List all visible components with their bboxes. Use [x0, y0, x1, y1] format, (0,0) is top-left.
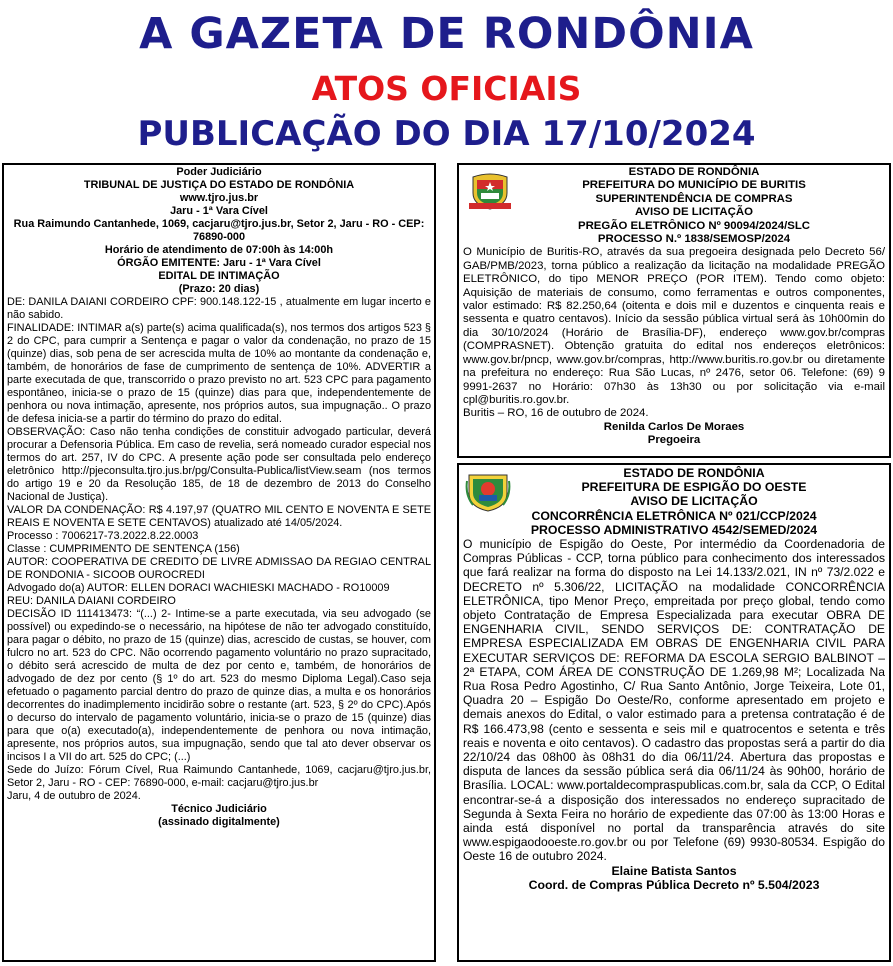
- tj-edital-box: [2, 163, 436, 962]
- buritis-signature-line: Pregoeira: [647, 434, 701, 447]
- espigao-header-line: PREFEITURA DE ESPIGÃO DO OESTE: [581, 480, 807, 495]
- espigao-header: [463, 466, 885, 537]
- buritis-notice-box: [457, 163, 891, 458]
- tj-paragraph: VALOR DA CONDENAÇÃO: R$ 4.197,97 (QUATRO MIL CENTO E NOVENTA E SETE REAIS E NOVENTA E SETE CENTAVOS) atualizado até 14/05/2024.: [7, 504, 431, 529]
- buritis-header-line: PREGÃO ELETRÔNICO Nº 90094/2024/SLC: [577, 219, 811, 232]
- buritis-body: [463, 246, 885, 420]
- tj-paragraph: REU: DANILA DAIANI CORDEIRO: [7, 595, 176, 607]
- espigao-coat-of-arms-icon: [465, 473, 511, 513]
- espigao-header-line: ESTADO DE RONDÔNIA: [623, 466, 765, 480]
- buritis-header-line: PROCESSO N.º 1838/SEMOSP/2024: [597, 233, 791, 246]
- tj-header-line: ÓRGÃO EMITENTE: Jaru - 1ª Vara Cível: [117, 257, 321, 269]
- tj-body: [7, 296, 431, 803]
- tj-header-line: Horário de atendimento de 07:00h às 14:00h: [104, 244, 334, 256]
- newspaper-title: A GAZETA DE RONDÔNIA: [139, 9, 754, 59]
- tj-header-line: TRIBUNAL DE JUSTIÇA DO ESTADO DE RONDÔNIA: [83, 179, 355, 191]
- espigao-signature-line: Coord. de Compras Pública Decreto nº 5.504/2023: [528, 877, 820, 892]
- buritis-paragraph: O Município de Buritis-RO, através da sua pregoeira designada pelo Decreto 56/ GAB/PMB/2023, torna público a realização da licitação na modalidade PREGÃO ELETRÔNICO, do tipo MENOR PREÇO (POR ITEM). Tendo como objeto: Aquisição de materiais de consumo, como ferramentas e outros componentes, valor estimado: R$ 82.250,64 (oitenta e dois mil e duzentos e cinquenta reais e sessenta e quatro centavos). Início da sessão pública virtual será às 10h00min do dia 30/10/2024 (Horário de Brasília-DF), endereço www.gov.br/compras (COMPRASNET). Obtenção gratuita do edital nos endereços eletrônicos: www.gov.br/pncp, www.gov.br/compras, http://www.buritis.ro.gov.br ou diretamente na prefeitura no endereço: Rua São Lucas, nº 2476, setor 06. Telefone: (69) 9 9991-2637 no Horário: 07h30 às 13h30 ou por solicitação via e-mail cpl@buritis.ro.gov.br.: [463, 246, 885, 406]
- buritis-signature: [463, 421, 885, 448]
- tj-paragraph: FINALIDADE: INTIMAR a(s) parte(s) acima qualificada(s), nos termos dos artigos 523 § 2 do CPC, para cumprir a Sentença e pagar o valor da condenação, no prazo de 15 (quinze) dias, sob pena de ser acrescida multa de 10% ao montante da condenação e, também, de honorários de fase de cumprimento de sentença de 10%. ADVERTIR a parte executada de que, transcorrido o prazo previsto no art. 523 CPC para pagamento espontâneo, inicia-se o prazo de 15 (quinze) dias para que, independentemente de penhora ou nova intimação, apresente, nos próprios autos, sua impugnação.. O prazo de defesa inicia-se a partir do término do prazo do edital.: [7, 322, 431, 425]
- tj-paragraph: Classe : CUMPRIMENTO DE SENTENÇA (156): [7, 543, 240, 555]
- buritis-header-line: PREFEITURA DO MUNICÍPIO DE BURITIS: [582, 179, 806, 192]
- tj-paragraph: DE: DANILA DAIANI CORDEIRO CPF: 900.148.122-15 , atualmente em lugar incerto e não sabido.: [7, 296, 431, 321]
- espigao-header-line: CONCORRÊNCIA ELETRÔNICA Nº 021/CCP/2024: [531, 508, 817, 523]
- tj-signature: [7, 803, 431, 829]
- tj-header-line: (Prazo: 20 dias): [178, 283, 260, 295]
- espigao-signature: [463, 864, 885, 892]
- espigao-notice-box: [457, 463, 891, 962]
- espigao-header-line: AVISO DE LICITAÇÃO: [630, 494, 758, 509]
- buritis-header-line: AVISO DE LICITAÇÃO: [635, 206, 753, 219]
- publication-date: PUBLICAÇÃO DO DIA 17/10/2024: [137, 114, 756, 154]
- tj-paragraph: Sede do Juízo: Fórum Cível, Rua Raimundo Cantanhede, 1069, cacjaru@tjro.jus.br, Setor 2, Jaru - RO - CEP: 76890-000, e-mail: cacjaru@tjro.jus.br: [7, 764, 431, 789]
- espigao-body: [463, 537, 885, 864]
- tj-paragraph: Jaru, 4 de outubro de 2024.: [7, 790, 141, 802]
- tj-paragraph: Advogado do(a) AUTOR: ELLEN DORACI WACHIESKI MACHADO - RO10009: [7, 582, 390, 594]
- espigao-paragraph: O município de Espigão do Oeste, Por intermédio da Coordenadoria de Compras Públicas - CCP, torna público para conhecimento dos interessados que fará realizar na forma do disposto na Lei 14.133/2.021, IN nº 73/2.022 e DECRETO nº 5.306/22, LICITAÇÃO na modalidade CONCORRÊNCIA ELETRÔNICA, tipo Menor Preço, empreitada por preço global, tendo como objeto Contratação de Empresa Especializada para executar OBRA DE ENGENHARIA CIVIL, SENDO SERVIÇOS DE: CONTRATAÇÃO DE EMPRESA ESPECIALIZADA EM OBRAS DE ENGENHARIA CIVIL PARA EXECUTAR SERVIÇOS DE: REFORMA DA ESCOLA SERGIO BALBINOT – 2ª ETAPA, COM ÁREA DE CONSTRUÇÃO DE 1.269,98 M²; Localizada Na Rua Rosa Pedro Agostinho, C/ Rua Santo Antônio, Jorge Teixeira, Lote 01, Quadra 20 – Espigão Do Oeste/Ro, conforme apresentado em projeto e demais anexos do Edital, o valor estimado para a pretensa contratação é de R$ 166.473,98 (cento e sessenta e seis mil e quatrocentos e setenta e três reais e noventa e oito centavos). O cadastro das propostas será a partir do dia 22/10/24 das 08h00 às 08h31 do dia 06/11/24. Abertura das propostas e disputa de lances da sessão pública será dia 06/11/24 às 90h00, horário de Brasília. LOCAL: www.portaldecompraspublicas.com.br, sala da CCP, O Edital encontrar-se-á a disposição dos interessados no endereço supracitado de Segunda à Sexta Feira no horário de expediente das 07:00 às 13:00 Horas e ainda está disponível no portal da transparência através do site www.espigaodooeste.ro.gov.br ou por Telefone (69) 9930-80534. Espigão do Oeste 16 de outubro 2024.: [463, 537, 885, 864]
- buritis-header: [463, 166, 885, 246]
- tj-header-line: EDITAL DE INTIMAÇÃO: [158, 270, 280, 282]
- tj-header: [7, 166, 431, 296]
- buritis-header-line: ESTADO DE RONDÔNIA: [628, 166, 760, 178]
- tj-paragraph: OBSERVAÇÃO: Caso não tenha condições de constituir advogado particular, deverá procurar a Defensoria Pública. Em caso de revelia, será nomeado curador especial nos termos do art. 257, IV do CPC. A presente ação pode ser consultada pelo endereço eletrônico http://pjeconsulta.tjro.jus.br/pg/Consulta-Publica/listView.seam (nos termos do artigo 19 e 20 da Resolução 185, de 18 de dezembro de 2013 do Conselho Nacional de Justiça).: [7, 426, 431, 503]
- tj-header-line: Poder Judiciário: [176, 166, 262, 178]
- tj-paragraph: Processo : 7006217-73.2022.8.22.0003: [7, 530, 199, 542]
- tj-header-line: Rua Raimundo Cantanhede, 1069, cacjaru@tjro.jus.br, Setor 2, Jaru - RO - CEP: 76890-000: [13, 218, 425, 243]
- tj-signature-line: (assinado digitalmente): [158, 816, 280, 828]
- espigao-header-line: PROCESSO ADMINISTRATIVO 4542/SEMED/2024: [530, 522, 818, 537]
- buritis-date: Buritis – RO, 16 de outubro de 2024.: [463, 407, 649, 420]
- tj-header-line: www.tjro.jus.br: [179, 192, 259, 204]
- tj-header-line: Jaru - 1ª Vara Cível: [170, 205, 268, 217]
- tj-signature-line: Técnico Judiciário: [171, 803, 267, 815]
- buritis-signature-line: Renilda Carlos De Moraes: [603, 420, 745, 433]
- tj-paragraph: DECISÃO ID 111413473: “(...) 2- Intime-se a parte executada, via seu advogado (se possível) ou expedindo-se o necessário, na hipótese de não ter advogado constituído, para pagar o débito, no prazo de 15 (quinze) dias, acrescido de custas, se houver, com fulcro no art. 523 do CPC. Não ocorrendo pagamento voluntário no prazo supracitado, o débito será acrescido de multa de dez por cento e, também, de honorários de advogado de dez por cento (§ 1º do art. 523 do mesmo Diploma Legal).Caso seja efetuado o pagamento parcial dentro do prazo de quinze dias, a multa e os honorários decorrentes do inadimplemento incidirão sobre o restante (art. 523, § 2º do CPC).Após o decurso do intervalo de pagamento voluntário, inicia-se o prazo de 15 (quinze) dias para que o(a) executado(a), independentemente de penhora ou nova intimação, apresente, nos próprios autos, sua impugnação, sendo que tal ato dever observar os incisos I a VII do art. 525 do CPC; (...): [7, 608, 431, 763]
- espigao-signature-line: Elaine Batista Santos: [611, 863, 737, 878]
- tj-paragraph: AUTOR: COOPERATIVA DE CREDITO DE LIVRE ADMISSAO DA REGIAO CENTRAL DE RONDONIA - SICOOB OUROCREDI: [7, 556, 431, 581]
- buritis-header-line: SUPERINTENDÊNCIA DE COMPRAS: [595, 192, 793, 205]
- section-title: ATOS OFICIAIS: [311, 69, 582, 108]
- buritis-coat-of-arms-icon: [467, 171, 513, 211]
